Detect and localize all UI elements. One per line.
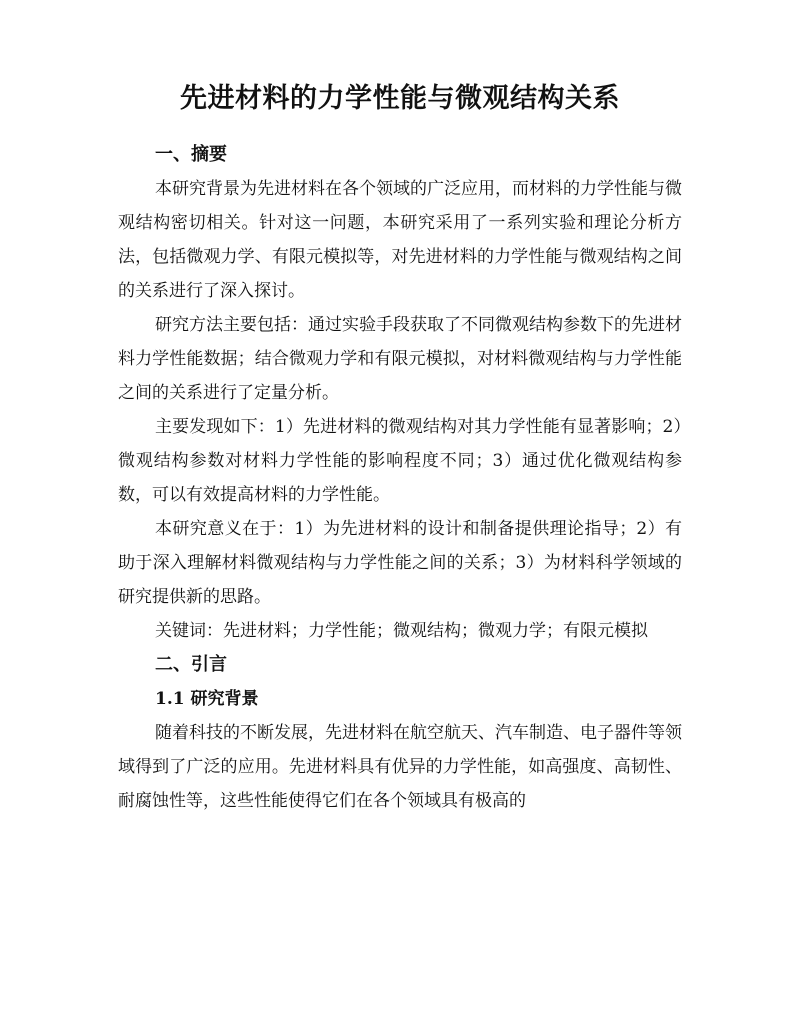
section-heading-abstract: 一、摘要 [155, 144, 227, 165]
introduction-paragraph: 随着科技的不断发展，先进材料在航空航天、汽车制造、电子器件等领域得到了广泛的应用。先进材料具有优异的力学性能，如高强度、高韧性、耐腐蚀性等，这些性能使得它们在各个领域具有极高的 [118, 723, 682, 811]
section-introduction [118, 648, 682, 818]
document-title: 先进材料的力学性能与微观结构关系 [180, 83, 620, 114]
abstract-findings-paragraph: 主要发现如下：1）先进材料的微观结构对其力学性能有显著影响；2）微观结构参数对材料力学性能的影响程度不同；3）通过优化微观结构参数，可以有效提高材料的力学性能。 [118, 417, 682, 505]
abstract-significance-paragraph: 本研究意义在于：1）为先进材料的设计和制备提供理论指导；2）有助于深入理解材料微观结构与力学性能之间的关系；3）为材料科学领域的研究提供新的思路。 [118, 519, 682, 607]
keywords-paragraph: 关键词：先进材料；力学性能；微观结构；微观力学；有限元模拟 [155, 621, 648, 641]
subsection-heading-background: 1.1 研究背景 [155, 689, 259, 709]
abstract-background-paragraph: 本研究背景为先进材料在各个领域的广泛应用，而材料的力学性能与微观结构密切相关。针对这一问题，本研究采用了一系列实验和理论分析方法，包括微观力学、有限元模拟等，对先进材料的力学性能与微观结构之间的关系进行了深入探讨。 [118, 179, 682, 301]
abstract-methods-paragraph: 研究方法主要包括：通过实验手段获取了不同微观结构参数下的先进材料力学性能数据；结合微观力学和有限元模拟，对材料微观结构与力学性能之间的关系进行了定量分析。 [118, 315, 682, 403]
section-abstract [118, 138, 682, 648]
section-heading-introduction: 二、引言 [155, 654, 227, 675]
